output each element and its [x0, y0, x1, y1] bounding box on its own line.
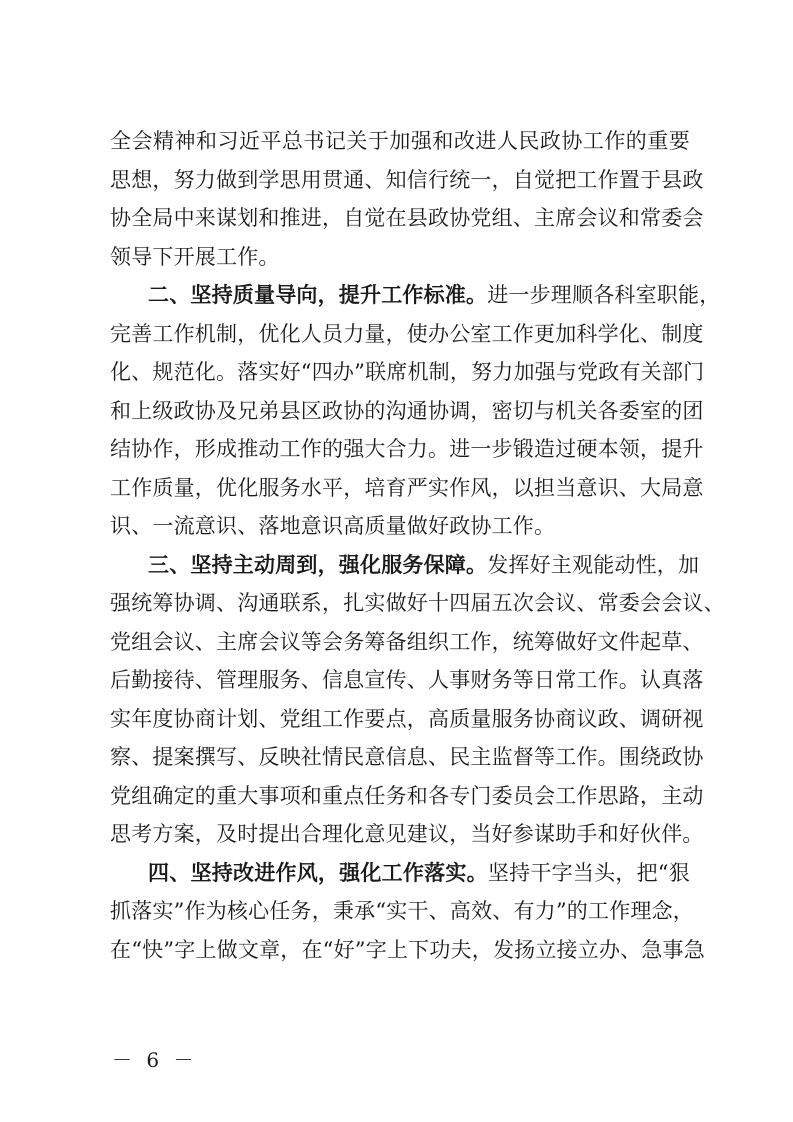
text-line: 党组确定的重大事项和重点任务和各专门委员会工作思路，主动	[110, 783, 704, 808]
text-line: 协全局中来谋划和推进，自觉在县政协党组、主席会议和常委会	[110, 206, 704, 230]
text-line: 后勤接待、管理服务、信息宣传、人事财务等日常工作。认真落	[110, 668, 704, 692]
text-line: 领导下开展工作。	[110, 244, 280, 269]
text-span: 发挥好主观能动性，加	[487, 552, 700, 577]
text-line: 思考方案，及时提出合理化意见建议，当好参谋助手和好伙伴。	[110, 822, 704, 846]
text-line: 工作质量，优化服务水平，培育严实作风，以担当意识、大局意	[110, 475, 704, 500]
body-text	[110, 122, 725, 969]
text-line: 结协作，形成推动工作的强大合力。进一步锻造过硬本领，提升	[110, 437, 704, 461]
paragraph-first-line	[110, 276, 721, 315]
text-line: 和上级政协及兄弟县区政协的沟通协调，密切与机关各委室的团	[110, 398, 704, 423]
text-line: 思想，努力做到学思用贯通、知信行统一，自觉把工作置于县政	[110, 167, 704, 192]
text-line: 化、规范化。落实好“四办”联席机制，努力加强与党政有关部门	[110, 360, 705, 384]
paragraph-first-line	[110, 854, 690, 893]
text-line: 全会精神和习近平总书记关于加强和改进人民政协工作的重要	[110, 129, 690, 153]
text-line: 察、提案撰写、反映社情民意信息、民主监督等工作。围绕政协	[110, 745, 704, 769]
text-line: 党组会议、主席会议等会务筹备组织工作，统筹做好文件起草、	[110, 629, 704, 654]
section-heading: 三、坚持主动周到，强化服务保障。	[148, 552, 488, 577]
section-heading: 四、坚持改进作风，强化工作落实。	[148, 860, 488, 885]
paragraph-first-line	[110, 546, 700, 585]
text-line: 完善工作机制，优化人员力量，使办公室工作更加科学化、制度	[110, 321, 704, 346]
section-heading: 二、坚持质量导向，提升工作标准。	[148, 283, 488, 307]
text-line: 强统筹协调、沟通联系，扎实做好十四届五次会议、常委会会议、	[110, 591, 725, 615]
text-line: 识、一流意识、落地意识高质量做好政协工作。	[110, 514, 556, 538]
text-span: 进一步理顺各科室职能，	[487, 283, 721, 307]
text-line: 抓落实”作为核心任务，秉承“实干、高效、有力”的工作理念，	[110, 899, 695, 923]
text-span: 坚持干字当头，把“狠	[487, 860, 690, 885]
text-line: 在“快”字上做文章，在“好”字上下功夫，发扬立接立办、急事急	[110, 937, 705, 962]
text-line: 实年度协商计划、党组工作要点，高质量服务协商议政、调研视	[110, 706, 704, 731]
page-number: － 6 －	[112, 1048, 198, 1072]
